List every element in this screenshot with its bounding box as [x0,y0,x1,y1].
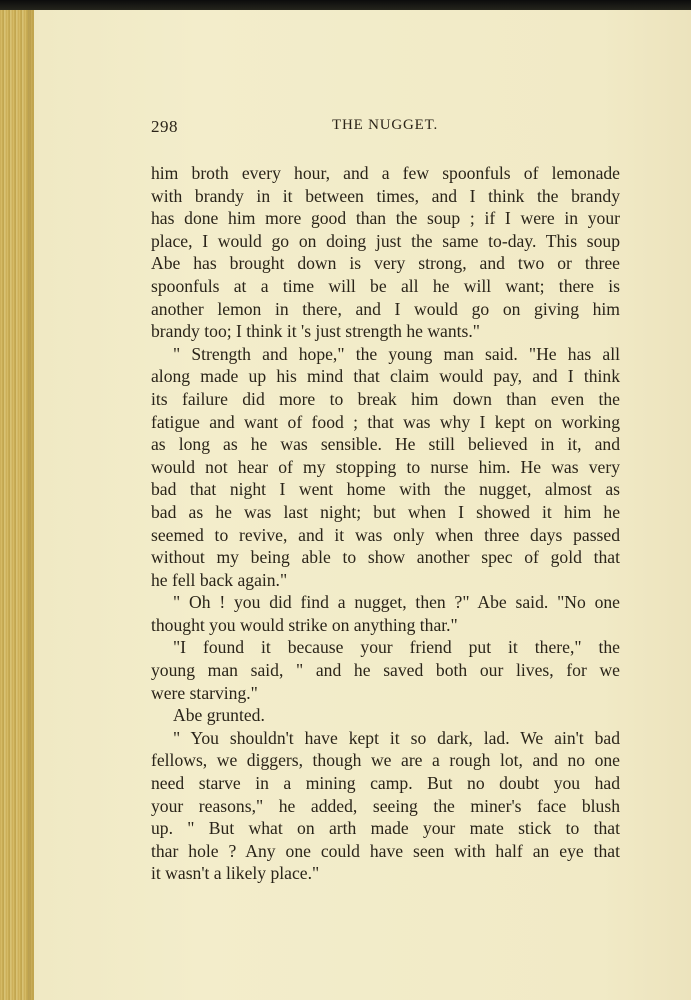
text-line: spoonfuls at a time will be all he will want; there is [151,275,620,296]
text-line: as long as he was sensible. He still believed in it, and [151,434,620,455]
text-line: he fell back again." [151,569,288,590]
text-line: your reasons," he added, seeing the miner's face blush [151,795,620,816]
running-head: THE NUGGET. [332,117,438,133]
text-line: place, I would go on doing just the same to-day. This soup [151,230,620,251]
page-header [151,117,619,141]
text-line: has done him more good than the soup ; if I were in your [151,208,620,229]
text-line: brandy too; I think it 's just strength he wants." [151,321,480,342]
text-line: another lemon in there, and I would go on giving him [151,298,620,319]
text-line: fatigue and want of food ; that was why I kept on working [151,411,620,432]
text-line: fellows, we diggers, though we are a rough lot, and no one [151,750,620,771]
text-line: "I found it because your friend put it there," the [173,637,620,658]
page-number: 298 [151,117,178,136]
text-line: it wasn't a likely place." [151,863,320,884]
text-line: " Strength and hope," the young man said. "He has all [173,343,620,364]
text-line: " Oh ! you did find a nugget, then ?" Abe said. "No one [173,592,620,613]
text-line: with brandy in it between times, and I think the brandy [151,185,620,206]
text-line: Abe has brought down is very strong, and two or three [151,253,620,274]
body-text [151,162,620,885]
text-line: would not hear of my stopping to nurse him. He was very [151,456,620,477]
text-line: him broth every hour, and a few spoonfuls of lemonade [151,163,620,183]
text-line: its failure did more to break him down than even the [151,388,620,409]
text-line: thar hole ? Any one could have seen with half an eye that [151,840,620,861]
text-line: " You shouldn't have kept it so dark, lad. We ain't bad [173,727,620,748]
text-line: without my being able to show another spec of gold that [151,547,620,568]
book-page [0,10,691,1000]
text-line: along made up his mind that claim would pay, and I think [151,366,620,387]
text-line: Abe grunted. [173,705,265,726]
text-line: young man said, " and he saved both our lives, for we [151,660,620,681]
text-line: thought you would strike on anything thar." [151,614,458,635]
text-line: were starving." [151,682,258,703]
page-edges [0,10,34,1000]
text-line: bad as he was last night; but when I showed it him he [151,501,620,522]
text-line: seemed to revive, and it was only when three days passed [151,524,620,545]
text-line: bad that night I went home with the nugget, almost as [151,479,620,500]
text-line: need starve in a mining camp. But no doubt you had [151,773,620,794]
text-line: up. " But what on arth made your mate stick to that [151,818,620,839]
